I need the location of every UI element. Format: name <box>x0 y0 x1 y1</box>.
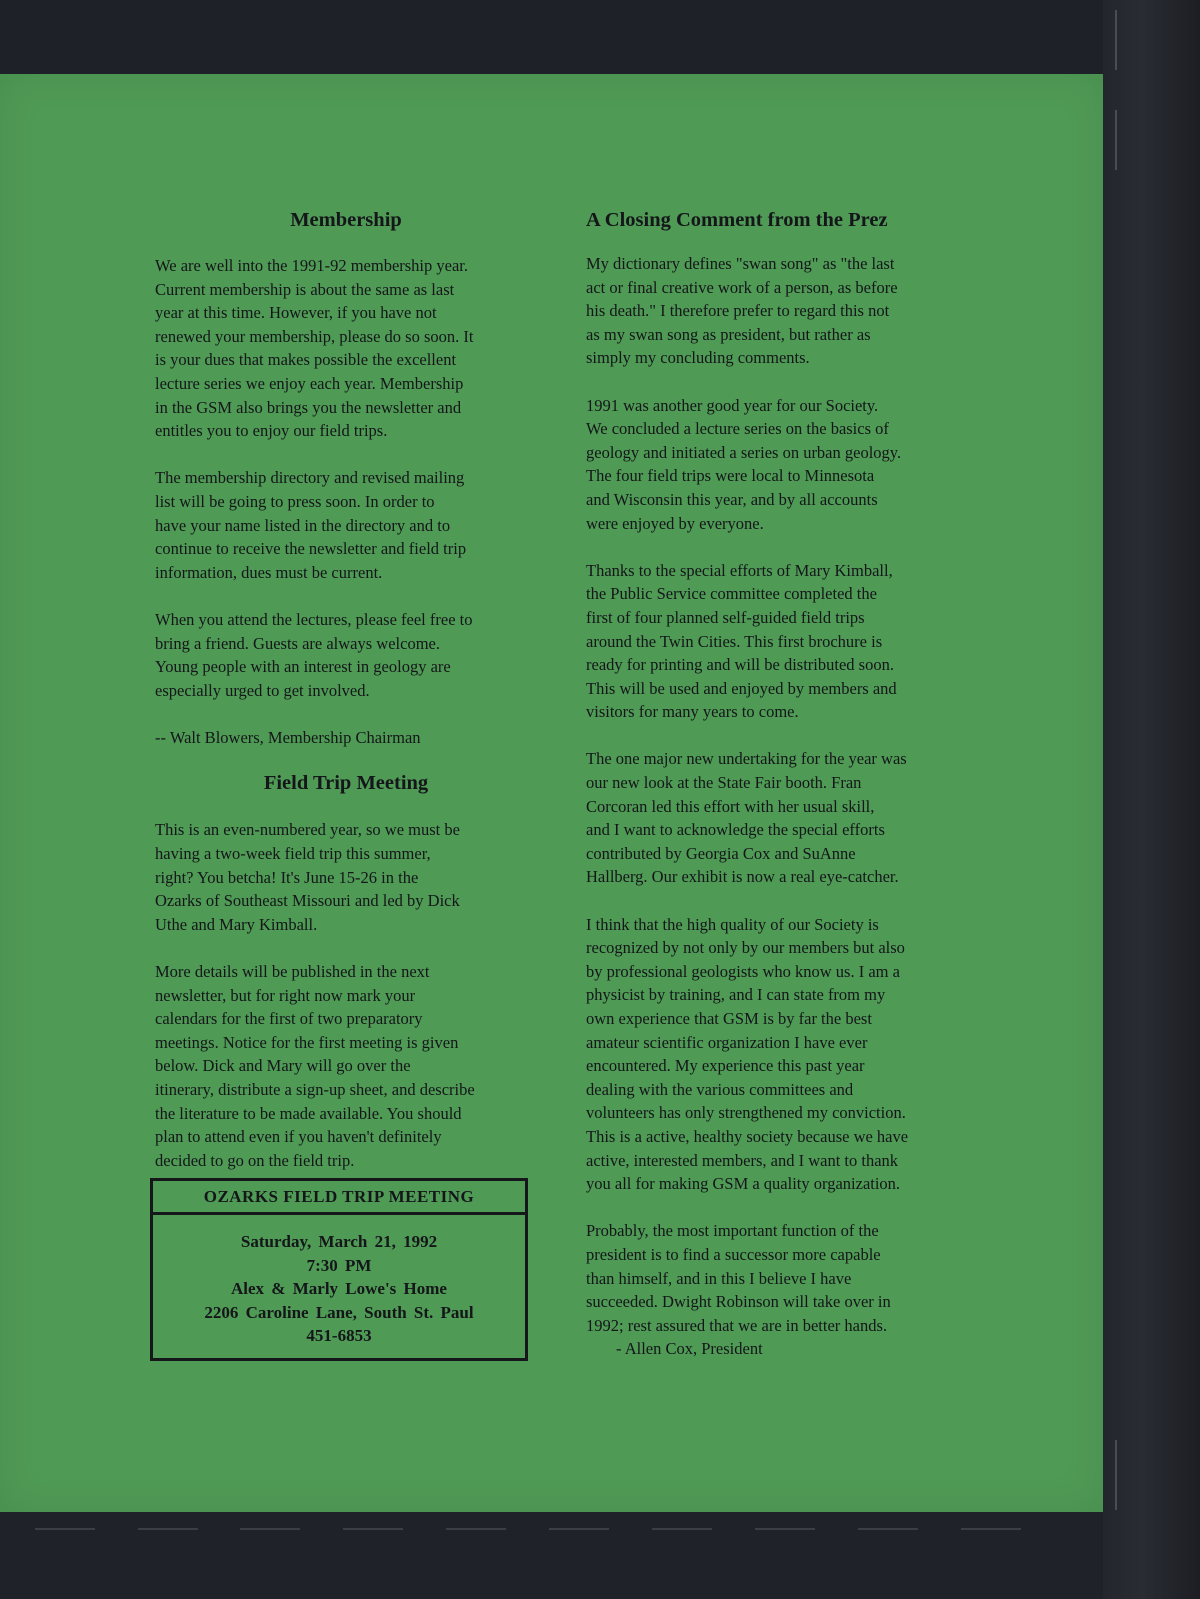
scan-mark <box>652 1528 712 1530</box>
prez-paragraph: 1991 was another good year for our Society. We concluded a lecture series on the basics of geology and initiated a series on urban geology. The four field trips were local to Minnesota and Wisconsin this year, and by all accounts were enjoyed by everyone. <box>586 395 902 533</box>
left-column <box>155 206 537 1361</box>
field-trip-heading: Field Trip Meeting <box>263 772 429 795</box>
meeting-address: 2206 Caroline Lane, South St. Paul <box>204 1302 474 1322</box>
scan-mark <box>343 1528 403 1530</box>
scan-mark <box>858 1528 918 1530</box>
prez-heading: A Closing Comment from the Prez <box>586 209 888 231</box>
scan-mark <box>35 1528 95 1530</box>
meeting-notice-box <box>150 1178 528 1361</box>
scan-mark <box>446 1528 506 1530</box>
prez-paragraph: Probably, the most important function of the president is to find a successor more capable than himself, and in this I believe I have succeeded. Dwight Robinson will take over in 1992; rest assured that we are in better hands. <box>586 1221 891 1335</box>
prez-paragraph: I think that the high quality of our Society is recognized by not only by our members but also by professional geologists who know us. I am a physicist by training, and I can state from my own experience that GSM is by far the best amateur scientific organization I have ever encountered. My experience this past year dealing with the various committees and volunteers has only strengthened my conviction. This is a active, healthy society because we have active, interested members, and I want to thank you all for making GSM a quality organization. <box>586 914 909 1194</box>
scan-mark <box>961 1528 1021 1530</box>
meeting-date: Saturday, March 21, 1992 <box>240 1231 438 1251</box>
prez-paragraph: Thanks to the special efforts of Mary Kimball, the Public Service committee completed the first of four planned self-guided field trips around the Twin Cities. This first brochure is ready for printing and will be distributed soon. This will be used and enjoyed by members and visitors for many years to come. <box>586 560 897 722</box>
scan-mark <box>138 1528 198 1530</box>
scan-mark <box>755 1528 815 1530</box>
membership-heading: Membership <box>290 209 402 231</box>
meeting-notice-details <box>153 1215 525 1358</box>
membership-paragraph: We are well into the 1991-92 membership year. Current membership is about the same as last year at this time. However, if you have not renewed your membership, please do so soon. It is your dues that makes possible the excellent lecture series we enjoy each year. Membership in the GSM also brings you the newsletter and entitles you to enjoy our field trips. <box>155 256 474 441</box>
prez-paragraph: My dictionary defines "swan song" as "the last act or final creative work of a person, as before his death." I therefore prefer to regard this not as my swan song as president, but rather as simply my concluding comments. <box>586 254 898 368</box>
scan-mark <box>240 1528 300 1530</box>
field-trip-paragraph: More details will be published in the next newsletter, but for right now mark your calendars for the first of two preparatory meetings. Notice for the first meeting is given below. Dick and Mary will go over the itinerary, distribute a sign-up sheet, and describe the literature to be made available. You should plan to attend even if you haven't definitely decided to go on the field trip. <box>155 962 475 1170</box>
meeting-phone: 451-6853 <box>306 1326 372 1346</box>
membership-signature: -- Walt Blowers, Membership Chairman <box>155 727 421 747</box>
scanner-background-edge <box>1103 0 1200 1599</box>
scanner-background-bottom <box>0 1512 1103 1599</box>
field-trip-paragraph: This is an even-numbered year, so we must be having a two-week field trip this summer, right? You betcha! It's June 15-26 in the Ozarks of Southeast Missouri and led by Dick Uthe and Mary Kimball. <box>155 820 460 934</box>
scan-mark <box>1115 1440 1117 1510</box>
scan-mark <box>549 1528 609 1530</box>
prez-paragraph: The one major new undertaking for the year was our new look at the State Fair booth. Fran Corcoran led this effort with her usual skill, and I want to acknowledge the special efforts contributed by Georgia Cox and SuAnne Hallberg. Our exhibit is now a real eye-catcher. <box>586 749 907 887</box>
membership-paragraph: The membership directory and revised mailing list will be going to press soon. In order to have your name listed in the directory and to continue to receive the newsletter and field trip information, dues must be current. <box>155 468 467 582</box>
meeting-host: Alex & Marly Lowe's Home <box>231 1279 447 1299</box>
prez-signature: - Allen Cox, President <box>616 1339 763 1359</box>
membership-paragraph: When you attend the lectures, please feel free to bring a friend. Guests are always welcome. Young people with an interest in geology are especially urged to get involved. <box>155 609 473 700</box>
meeting-notice-heading: OZARKS FIELD TRIP MEETING <box>153 1181 525 1215</box>
newsletter-page <box>0 74 1103 1512</box>
scan-mark <box>1115 110 1117 170</box>
right-column <box>586 206 971 1361</box>
meeting-time: 7:30 PM <box>306 1255 372 1275</box>
scan-mark <box>1115 10 1117 70</box>
